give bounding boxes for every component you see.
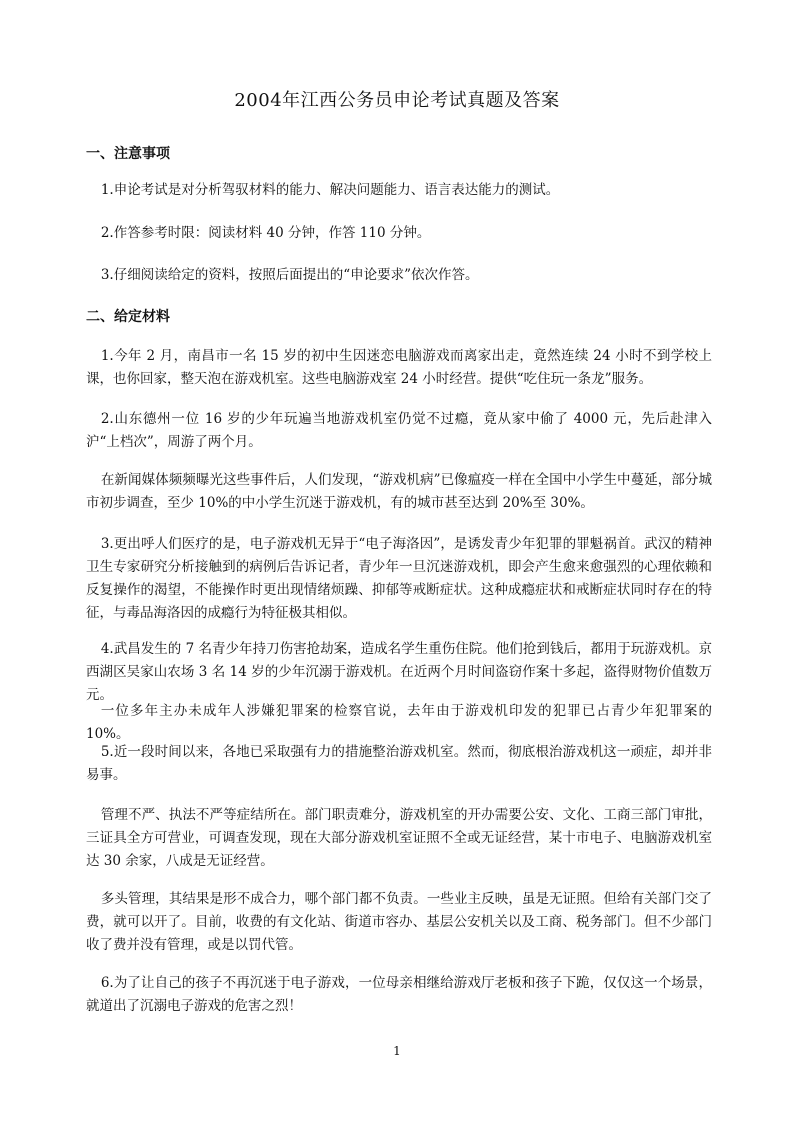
material-paragraph: 3.更出呼人们医疗的是，电子游戏机无异于“电子海洛因”，是诱发青少年犯罪的罪魁祸首。武汉的精神卫生专家研究分析接触到的病例后告诉记者，青少年一旦沉迷游戏机，即会产生愈来愈强烈的心理依赖和反复操作的渴望，不能操作时更出现情绪烦躁、抑郁等戒断症状。这种成瘾症状和戒断症状同时存在的特征，与毒品海洛因的成瘾行为特征极其相似。 bbox=[86, 536, 712, 621]
material-paragraph: 2.山东德州一位 16 岁的少年玩遍当地游戏机室仍觉不过瘾，竟从家中偷了 4000 元，先后赴津入沪“上档次”，周游了两个月。 bbox=[86, 411, 712, 450]
material-paragraph: 6.为了让自己的孩子不再沉迷于电子游戏，一位母亲相继给游戏厅老板和孩子下跪，仅仅这一个场景，就道出了沉溺电子游戏的危害之烈！ bbox=[86, 975, 712, 1014]
material-paragraph: 多头管理，其结果是形不成合力，哪个部门都不负责。一些业主反映，虽是无证照。但给有关部门交了费，就可以开了。目前，收费的有文化站、街道市容办、基层公安机关以及工商、税务部门。但不少部门收了费并没有管理，或是以罚代管。 bbox=[86, 891, 712, 953]
note-item-2: 2.作答参考时限：阅读材料 40 分钟，作答 110 分钟。 bbox=[100, 225, 431, 241]
material-paragraph: 一位多年主办未成年人涉嫌犯罪案的检察官说，去年由于游戏机印发的犯罪已占青少年犯罪案的 10%。 bbox=[86, 703, 712, 742]
material-paragraph: 管理不严、执法不严等症结所在。部门职责难分，游戏机室的开办需要公安、文化、工商三部门审批，三证具全方可营业，可调查发现，现在大部分游戏机室证照不全或无证经营，某十市电子、电脑游戏机室达 30 余家，八成是无证经营。 bbox=[86, 807, 712, 869]
material-paragraph: 在新闻媒体频频曝光这些事件后，人们发现，“游戏机病”已像瘟疫一样在全国中小学生中蔓延，部分城市初步调查，至少 10%的中小学生沉迷于游戏机，有的城市甚至达到 20%至 30%。 bbox=[86, 472, 712, 511]
page-number: 1 bbox=[393, 1044, 401, 1058]
section-heading-notes: 一、注意事项 bbox=[86, 146, 170, 162]
material-paragraph: 5.近一段时间以来，各地已采取强有力的措施整治游戏机室。然而，彻底根治游戏机这一顽症，却并非易事。 bbox=[86, 744, 712, 783]
document-title: 2004年江西公务员申论考试真题及答案 bbox=[234, 90, 560, 111]
note-item-1: 1.申论考试是对分析驾驭材料的能力、解决问题能力、语言表达能力的测试。 bbox=[100, 182, 560, 198]
section-heading-materials: 二、给定材料 bbox=[86, 309, 170, 325]
note-item-3: 3.仔细阅读给定的资料，按照后面提出的“申论要求”依次作答。 bbox=[100, 267, 479, 283]
material-paragraph: 1.今年 2 月，南昌市一名 15 岁的初中生因迷恋电脑游戏而离家出走，竟然连续 24 小时不到学校上课，也你回家，整天泡在游戏机室。这些电脑游戏室 24 小时经营。提供“吃住玩一条龙”服务。 bbox=[86, 348, 712, 387]
material-paragraph: 4.武昌发生的 7 名青少年持刀伤害抢劫案，造成名学生重伤住院。他们抢到钱后，都用于玩游戏机。京西湖区吴家山农场 3 名 14 岁的少年沉溺于游戏机。在近两个月时间盗窃作案十多起，盗得财物价值数万元。 bbox=[86, 641, 712, 703]
